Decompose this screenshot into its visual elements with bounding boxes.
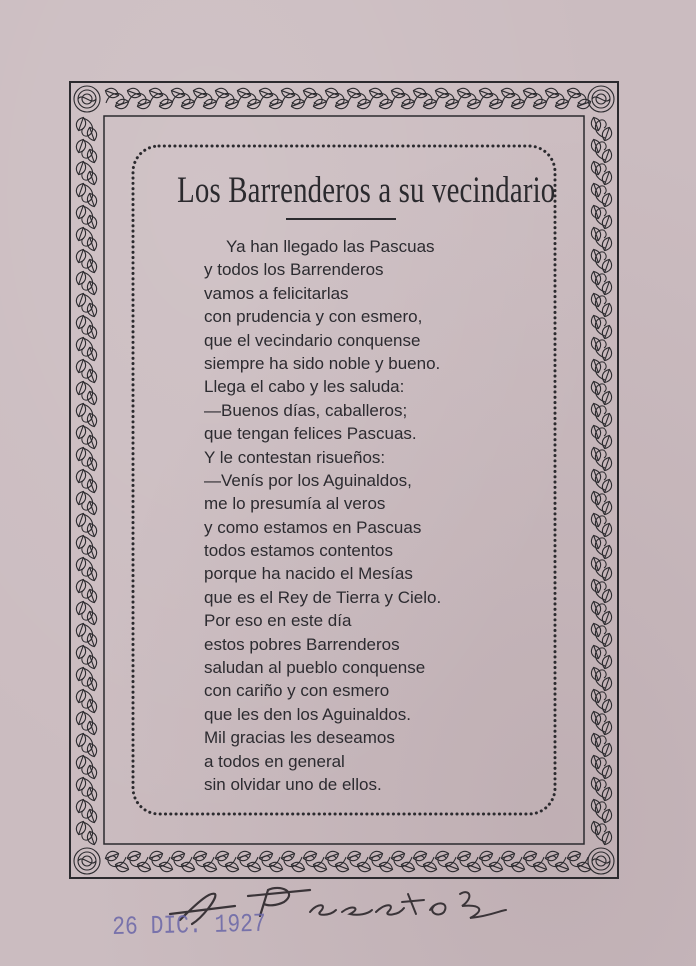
leaf-ornament [74,424,87,440]
leaf-ornament [85,830,98,846]
leaf-ornament [74,534,87,550]
leaf-ornament [600,280,613,296]
leaf-ornament [600,390,613,406]
poem-line: y como estamos en Pascuas [204,517,422,537]
poem-line: —Venís por los Aguinaldos, [204,470,412,490]
scroll-ornament [150,93,168,104]
scroll-ornament [172,93,190,104]
poem-text [204,235,504,796]
leaf-ornament [600,500,613,516]
leaf-ornament [600,236,613,252]
poem-panel [130,143,558,817]
poem-line: Mil gracias les deseamos [204,728,395,748]
leaf-ornament [74,160,87,176]
leaf-ornament [74,710,87,726]
leaf-ornament [74,204,87,220]
leaf-ornament [600,632,613,648]
scroll-ornament [348,93,366,104]
poem-line: —Buenos días, caballeros; [204,400,408,420]
leaf-ornament [85,456,98,472]
leaf-ornament [85,434,98,450]
leaf-ornament [85,764,98,780]
poem-line: sin olvidar uno de ellos. [204,774,382,794]
leaf-ornament [600,742,613,758]
scroll-ornament [436,93,454,104]
poem-line: que tengan felices Pascuas. [204,424,417,444]
leaf-ornament [85,500,98,516]
leaf-ornament [85,258,98,274]
poem-line: saludan al pueblo conquense [204,658,426,678]
leaf-ornament [600,830,613,846]
scroll-ornament [194,93,212,104]
leaf-ornament [85,698,98,714]
scroll-ornament [502,93,520,104]
leaf-ornament [600,720,613,736]
date-stamp: 26 DIC. 1927 [112,908,266,942]
leaf-ornament [85,346,98,362]
leaf-ornament [74,138,87,154]
scroll-ornament [216,93,234,104]
poem-line: a todos en general [204,751,345,771]
leaf-ornament [600,192,613,208]
leaf-ornament [74,358,87,374]
leaf-ornament [600,214,613,230]
leaf-ornament [85,368,98,384]
leaf-ornament [74,490,87,506]
leaf-ornament [85,720,98,736]
poem-line: siempre ha sido noble y bueno. [204,353,441,373]
leaf-ornament [85,566,98,582]
leaf-ornament [74,292,87,308]
scroll-ornament [458,93,476,104]
leaf-ornament [74,248,87,264]
poem-line: con cariño y con esmero [204,681,390,701]
poem-line: y todos los Barrenderos [204,260,384,280]
leaf-ornament [85,390,98,406]
leaf-ornament [85,192,98,208]
poem-line: me lo presumía al veros [204,494,386,514]
leaf-ornament [85,478,98,494]
leaf-ornament [74,182,87,198]
leaf-ornament [74,798,87,814]
leaf-ornament [85,324,98,340]
poem-line: que es el Rey de Tierra y Cielo. [204,587,442,607]
leaf-ornament [85,654,98,670]
leaf-ornament [74,578,87,594]
scroll-ornament [546,93,564,104]
leaf-ornament [600,566,613,582]
signature-text [140,880,145,881]
leaf-ornament [85,170,98,186]
leaf-ornament [85,302,98,318]
leaf-ornament [600,698,613,714]
leaf-ornament [85,588,98,604]
leaf-ornament [600,324,613,340]
leaf-ornament [600,676,613,692]
leaf-ornament [85,610,98,626]
leaf-ornament [600,126,613,142]
scroll-ornament [128,93,146,104]
leaf-ornament [74,116,87,132]
leaf-ornament [74,314,87,330]
leaf-ornament [85,522,98,538]
leaf-ornament [85,236,98,252]
leaf-ornament [600,610,613,626]
leaf-ornament [85,148,98,164]
leaf-ornament [74,226,87,242]
leaf-ornament [74,622,87,638]
leaf-ornament [600,456,613,472]
leaf-ornament [85,676,98,692]
leaf-ornament [74,556,87,572]
scroll-ornament [282,93,300,104]
poem-line: Y le contestan risueños: [204,447,386,467]
leaf-ornament [85,808,98,824]
leaf-ornament [74,600,87,616]
scroll-ornament [524,93,542,104]
leaf-ornament [600,412,613,428]
leaf-ornament [74,336,87,352]
leaf-ornament [600,478,613,494]
leaf-ornament [85,280,98,296]
page-title: Los Barrenderos a su vecindario [177,170,556,211]
poem-line: todos estamos contentos [204,541,394,561]
leaf-ornament [600,148,613,164]
leaf-ornament [600,588,613,604]
leaf-ornament [600,434,613,450]
leaf-ornament [600,346,613,362]
leaf-ornament [600,544,613,560]
leaf-ornament [600,368,613,384]
leaf-ornament [74,468,87,484]
leaf-ornament [85,742,98,758]
leaf-ornament [74,754,87,770]
title-divider [286,218,396,220]
scroll-ornament [370,93,388,104]
leaf-ornament [600,764,613,780]
scroll-ornament [326,93,344,104]
poem-line: que les den los Aguinaldos. [204,704,411,724]
leaf-ornament [85,544,98,560]
scroll-ornament [414,93,432,104]
leaf-ornament [85,126,98,142]
leaf-ornament [74,446,87,462]
leaf-ornament [74,644,87,660]
leaf-ornament [74,402,87,418]
poem-line: Por eso en este día [204,611,352,631]
leaf-ornament [74,380,87,396]
leaf-ornament [85,632,98,648]
leaf-ornament [600,170,613,186]
leaf-ornament [85,412,98,428]
scroll-ornament [260,93,278,104]
leaf-ornament [600,654,613,670]
leaf-ornament [85,786,98,802]
leaf-ornament [85,214,98,230]
poem-line: porque ha nacido el Mesías [204,564,413,584]
leaf-ornament [74,688,87,704]
leaf-ornament [74,666,87,682]
leaf-ornament [600,522,613,538]
scroll-ornament [106,93,124,104]
poem-line: Ya han llegado las Pascuas [226,237,435,256]
leaf-ornament [74,820,87,836]
leaf-ornament [74,512,87,528]
scroll-ornament [568,93,586,104]
poem-line: vamos a felicitarlas [204,283,349,303]
poem-line: Llega el cabo y les saluda: [204,377,405,397]
scroll-ornament [392,93,410,104]
poem-line: con prudencia y con esmero, [204,307,423,327]
leaf-ornament [74,732,87,748]
leaf-ornament [74,270,87,286]
poem-line: que el vecindario conquense [204,330,421,350]
scroll-ornament [480,93,498,104]
scroll-ornament [238,93,256,104]
leaf-ornament [600,786,613,802]
scroll-ornament [304,93,322,104]
poem-line: estos pobres Barrenderos [204,634,400,654]
leaf-ornament [74,776,87,792]
leaf-ornament [600,302,613,318]
leaf-ornament [600,808,613,824]
leaf-ornament [600,258,613,274]
